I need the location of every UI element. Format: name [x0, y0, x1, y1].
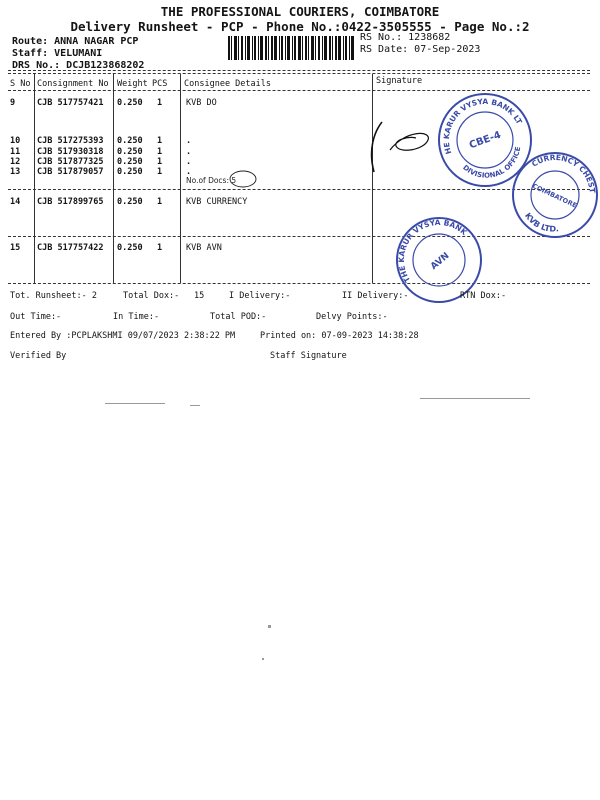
company-name: THE PROFESSIONAL COURIERS, COIMBATORE [160, 4, 440, 19]
scan-artifact [262, 658, 264, 660]
column-divider [180, 74, 181, 283]
i-delivery: I Delivery:- [229, 291, 291, 301]
handwritten-circle [228, 168, 260, 190]
staff-signature: Staff Signature [270, 351, 347, 361]
row-sno: 10 [10, 136, 21, 146]
scan-artifact [420, 398, 530, 399]
column-header-signature: Signature [376, 76, 423, 86]
row-consignment: CJB 517879057 [37, 167, 104, 177]
verified-by: Verified By [10, 351, 67, 361]
row-consignment: CJB 517757421 [37, 98, 104, 108]
delivery-points: Delvy Points:- [316, 312, 388, 322]
svg-text:COIMBATORE: COIMBATORE [531, 182, 579, 210]
scan-artifact [268, 625, 271, 628]
in-time: In Time:- [113, 312, 160, 322]
rs-date: RS Date: 07-Sep-2023 [360, 44, 481, 55]
row-details: KVB AVN [186, 243, 222, 253]
row-weight: 0.250 [117, 243, 143, 253]
total-dox-value: 15 [194, 291, 205, 301]
row-pcs: 1 [157, 157, 163, 167]
route: Route: ANNA NAGAR PCP [12, 36, 139, 47]
row-sno: 9 [10, 98, 16, 108]
row-pcs: 1 [157, 147, 163, 157]
row-pcs: 1 [157, 243, 163, 253]
row-details: . [186, 136, 192, 146]
column-header-consignee: Consignee Details [184, 79, 271, 89]
staff: Staff: VELUMANI [12, 48, 103, 59]
row-pcs: 1 [157, 197, 163, 207]
column-header-weight: Weight [117, 79, 148, 89]
rs-number: RS No.: 1238682 [360, 32, 451, 43]
row-weight: 0.250 [117, 167, 143, 177]
column-header-pcs: PCS [152, 79, 168, 89]
row-details: . [186, 157, 192, 167]
drs-number: DRS No.: DCJB123868202 [12, 60, 145, 71]
row-weight: 0.250 [117, 157, 143, 167]
row-weight: 0.250 [117, 136, 143, 146]
handwritten-note: No.of Docs: 5 [186, 176, 237, 185]
svg-text:DIVISIONAL OFFICE: DIVISIONAL OFFICE [461, 146, 523, 180]
svg-text:KVB LTD.: KVB LTD. [522, 211, 560, 234]
currency-chest-stamp [510, 150, 600, 240]
scan-artifact [190, 405, 200, 406]
row-sno: 11 [10, 147, 21, 157]
row-pcs: 1 [157, 98, 163, 108]
entered-by: Entered By :PCPLAKSHMI 09/07/2023 2:38:22 PM [10, 331, 236, 341]
divider [8, 283, 590, 284]
row-consignment: CJB 517899765 [37, 197, 104, 207]
row-pcs: 1 [157, 136, 163, 146]
column-header-consignment: Consignment No [37, 79, 109, 89]
row-pcs: 1 [157, 167, 163, 177]
rtn-dox: RTN Dox:- [460, 291, 507, 301]
barcode [228, 36, 356, 60]
document-title: Delivery Runsheet - PCP - Phone No.:0422-3505555 - Page No.:2 [70, 19, 530, 34]
divider [8, 236, 590, 237]
svg-text:THE KARUR VYSYA BANK LTD.: THE KARUR VYSYA BANK LTD. [441, 96, 524, 156]
row-details: KVB DO [186, 98, 217, 108]
divider [8, 73, 590, 74]
row-sno: 13 [10, 167, 21, 177]
row-weight: 0.250 [117, 147, 143, 157]
row-details: KVB CURRENCY [186, 197, 248, 207]
row-details: . [186, 147, 192, 157]
out-time: Out Time:- [10, 312, 62, 322]
svg-text:CURRENCY CHEST: CURRENCY CHEST [530, 152, 597, 194]
total-pod: Total POD:- [210, 312, 267, 322]
printed-on: Printed on: 07-09-2023 14:38:28 [260, 331, 419, 341]
row-weight: 0.250 [117, 197, 143, 207]
row-sno: 12 [10, 157, 21, 167]
row-sno: 15 [10, 243, 21, 253]
row-consignment: CJB 517275393 [37, 136, 104, 146]
row-weight: 0.250 [117, 98, 143, 108]
svg-text:THE KARUR VYSYA BANK: THE KARUR VYSYA BANK [396, 217, 469, 285]
svg-text:AVN: AVN [429, 250, 452, 273]
column-divider [34, 74, 35, 283]
total-runsheet: Tot. Runsheet:- 2 [10, 291, 97, 301]
row-consignment: CJB 517877325 [37, 157, 104, 167]
divider [8, 70, 590, 71]
ii-delivery: II Delivery:- [342, 291, 409, 301]
total-dox-label: Total Dox:- [123, 291, 180, 301]
row-details: . [186, 167, 192, 177]
row-consignment: CJB 517930318 [37, 147, 104, 157]
scan-artifact [105, 403, 165, 404]
handwritten-signature [360, 110, 440, 190]
svg-text:CBE-4: CBE-4 [467, 129, 503, 152]
column-header-sno: S No [10, 79, 31, 89]
row-consignment: CJB 517757422 [37, 243, 104, 253]
row-sno: 14 [10, 197, 21, 207]
column-divider [113, 74, 114, 283]
